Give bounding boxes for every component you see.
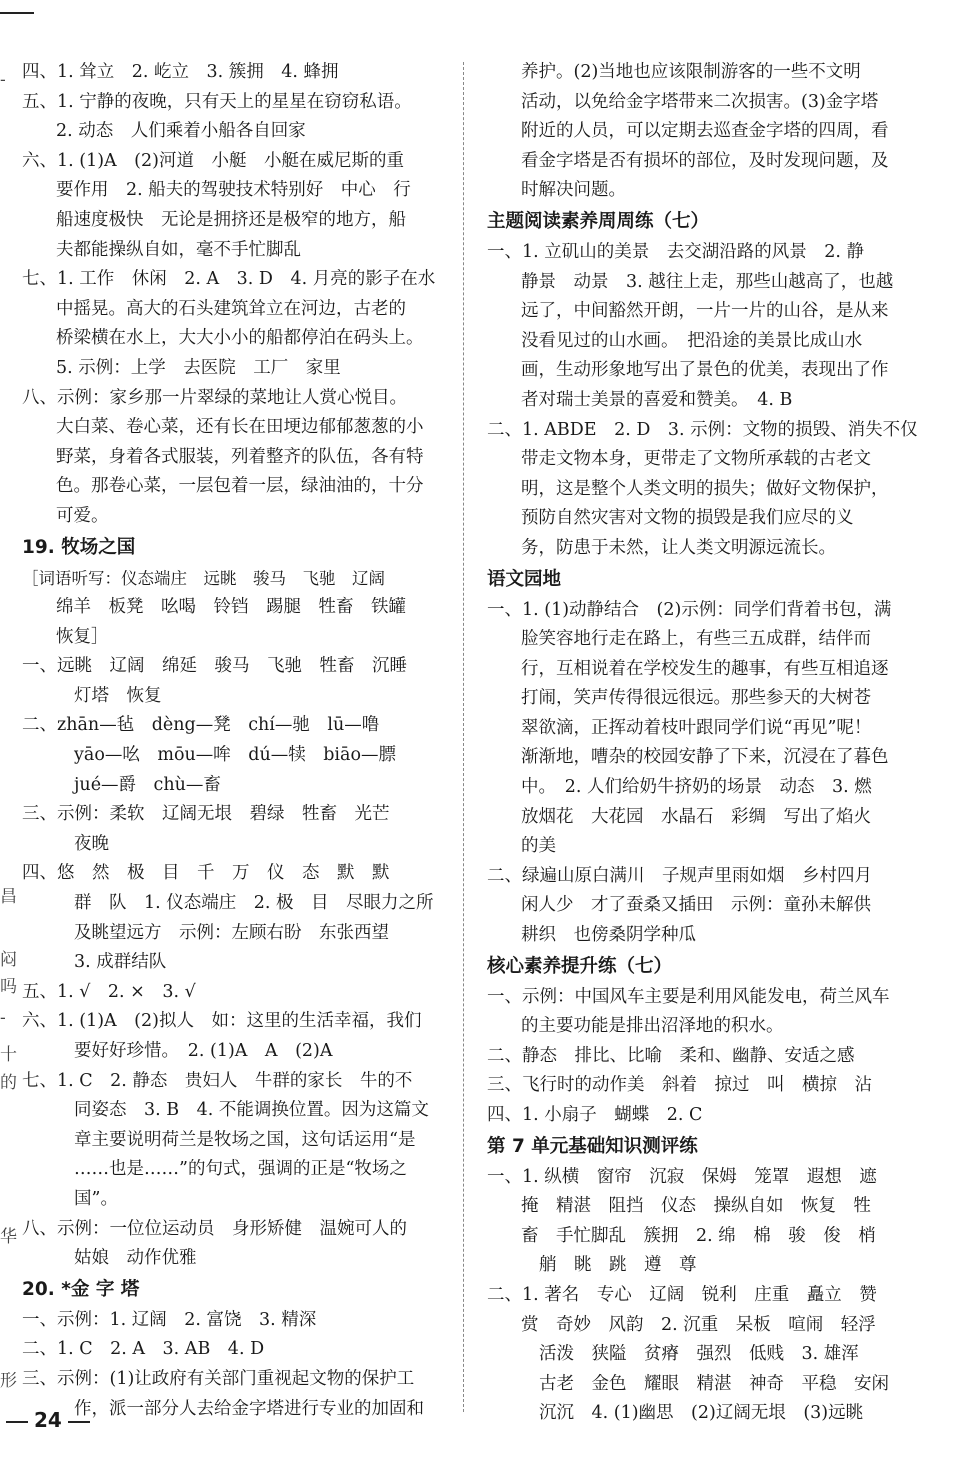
answer-line: 脸笑容地行走在路上，有些三五成群，结伴而 bbox=[521, 629, 871, 650]
answer-line: 桥梁横在水上，大大小小的船都停泊在码头上。 bbox=[56, 328, 424, 349]
page-footer bbox=[0, 1408, 96, 1432]
answer-line: 没看见过的山水画。 把沿途的美景比成山水 bbox=[521, 330, 863, 351]
answer-line: 5. 示例：上学 去医院 工厂 家里 bbox=[56, 357, 341, 378]
answer-line: 沉沉 4. (1)幽思 (2)辽阔无垠 (3)远眺 bbox=[539, 1403, 864, 1424]
answer-line: 预防自然灾害对文物的损毁是我们应尽的义 bbox=[521, 508, 854, 529]
answer-line: 活动，以免给金字塔带来二次损害。(3)金字塔 bbox=[521, 91, 879, 112]
answer-line: 四、1. 耸立 2. 屹立 3. 簇拥 4. 蜂拥 bbox=[22, 62, 339, 82]
section-heading: 19. 牧场之国 bbox=[22, 536, 136, 558]
answer-line: 远了，中间豁然开朗，一片一片的山谷，是从来 bbox=[521, 301, 889, 322]
answer-line: 一、远眺 辽阔 绵延 骏马 飞驰 牲畜 沉睡 bbox=[22, 656, 407, 677]
answer-line: 作，派一部分人去给金字塔进行专业的加固和 bbox=[74, 1398, 424, 1419]
answer-line: 二、1. ABDE 2. D 3. 示例：文物的损毁、消失不仅 bbox=[487, 419, 918, 440]
answer-line: 闲人少 才了蚕桑又插田 示例：童孙未解供 bbox=[521, 895, 871, 916]
edge-fragment: - bbox=[0, 70, 6, 90]
answer-line: 船速度极快 无论是拥挤还是极窄的地方，船 bbox=[56, 209, 406, 230]
answer-line: 古老 金色 耀眼 精湛 神奇 平稳 安闲 bbox=[539, 1373, 889, 1394]
answer-line: 五、1. 宁静的夜晚，只有天上的星星在窃窃私语。 bbox=[22, 91, 412, 112]
answer-line: 六、1. (1)A (2)河道 小艇 小艇在威尼斯的重 bbox=[22, 150, 404, 171]
answer-line: 及眺望远方 示例：左顾右盼 东张西望 bbox=[74, 922, 389, 943]
answer-line: 七、1. C 2. 静态 贵妇人 牛群的家长 牛的不 bbox=[22, 1070, 413, 1091]
section-heading: 语文园地 bbox=[487, 568, 562, 590]
answer-line: 群 队 1. 仪态端庄 2. 极 目 尽眼力之所 bbox=[74, 893, 434, 914]
answer-line: 者对瑞士美景的喜爱和赞美。 4. B bbox=[521, 389, 793, 410]
answer-line: 带走文物本身，更带走了文物所承载的古老文 bbox=[521, 449, 871, 470]
answer-line: 一、1. 立矶山的美景 去交湖沿路的风景 2. 静 bbox=[487, 241, 865, 262]
answer-line: 要作用 2. 船夫的驾驶技术特别好 中心 行 bbox=[56, 180, 411, 201]
answer-line: 3. 成群结队 bbox=[74, 952, 167, 973]
answer-line: 二、zhān—毡 dèng—凳 chí—驰 lū—噜 bbox=[22, 715, 380, 736]
answer-line: 章主要说明荷兰是牧场之国，这句话运用“是 bbox=[74, 1129, 416, 1150]
answer-line: 一、1. 纵横 窗帘 沉寂 保姆 笼罩 遐想 遮 bbox=[487, 1166, 877, 1187]
section-heading: 核心素养提升练（七） bbox=[487, 955, 673, 977]
answer-line: 看金字塔是否有损坏的部位，及时发现问题，及 bbox=[521, 150, 889, 171]
answer-line: 赏 奇妙 风韵 2. 沉重 呆板 喧闹 轻浮 bbox=[521, 1314, 876, 1335]
answer-line: yāo—吆 mōu—哞 dú—犊 biāo—膘 bbox=[74, 745, 396, 766]
right-column bbox=[487, 58, 949, 1429]
answer-line: 艄 眺 跳 遵 尊 bbox=[539, 1255, 697, 1276]
answer-line: 二、静态 排比、比喻 柔和、幽静、安适之感 bbox=[487, 1045, 855, 1066]
answer-line: 活泼 狭隘 贫瘠 强烈 低贱 3. 雄浑 bbox=[539, 1344, 859, 1365]
section-heading: 第 7 单元基础知识测评练 bbox=[487, 1135, 698, 1157]
answer-line: 色。那卷心菜，一层包着一层，绿油油的，十分 bbox=[56, 476, 424, 497]
edge-fragment: - bbox=[0, 1008, 6, 1028]
answer-line: 八、示例：一位位运动员 身形矫健 温婉可人的 bbox=[22, 1218, 407, 1239]
answer-line: 放烟花 大花园 水晶石 彩绸 写出了焰火 bbox=[521, 806, 871, 827]
answer-line: 中摇晃。高大的石头建筑耸立在河边，古老的 bbox=[56, 298, 406, 319]
answer-line: 四、1. 小扇子 蝴蝶 2. C bbox=[487, 1105, 703, 1125]
answer-line: 行，互相说着在学校发生的趣事，有些互相追逐 bbox=[521, 658, 889, 679]
answer-line: 国”。 bbox=[74, 1188, 118, 1209]
answer-line: 姑娘 动作优雅 bbox=[74, 1248, 197, 1269]
answer-line: 时解决问题。 bbox=[521, 180, 626, 201]
footer-dash-left bbox=[6, 1421, 28, 1423]
answer-line: 四、悠 然 极 目 千 万 仪 态 默 默 bbox=[22, 863, 390, 884]
answer-line: 一、1. (1)动静结合 (2)示例：同学们背着书包，满 bbox=[487, 599, 892, 620]
answer-line: 六、1. (1)A (2)拟人 如：这里的生活幸福，我们 bbox=[22, 1011, 422, 1032]
answer-line: 绵羊 板凳 吆喝 铃铛 踢腿 牲畜 铁罐 bbox=[56, 597, 406, 618]
footer-dash-right bbox=[68, 1421, 90, 1423]
answer-line: 要好好珍惜。 2. (1)A A (2)A bbox=[74, 1041, 333, 1061]
answer-line: 掩 精湛 阻挡 仪态 操纵自如 恢复 牲 bbox=[521, 1196, 871, 1217]
answer-line: 一、示例：中国风车主要是利用风能发电，荷兰风车 bbox=[487, 986, 890, 1007]
answer-line: jué—爵 chù—畜 bbox=[74, 774, 221, 795]
answer-line: 八、示例：家乡那一片翠绿的菜地让人赏心悦目。 bbox=[22, 387, 407, 408]
answer-line: 三、飞行时的动作美 斜着 掠过 叫 横掠 沾 bbox=[487, 1075, 872, 1096]
section-heading: 主题阅读素养周周练（七） bbox=[487, 210, 710, 232]
answer-line: 一、示例：1. 辽阔 2. 富饶 3. 精深 bbox=[22, 1309, 317, 1330]
answer-line: 畜 手忙脚乱 簇拥 2. 绵 棉 骏 俊 梢 bbox=[521, 1225, 876, 1246]
edge-fragment: 华 bbox=[0, 1227, 17, 1247]
answer-line: 养护。(2)当地也应该限制游客的一些不文明 bbox=[521, 62, 861, 82]
answer-line: 灯塔 恢复 bbox=[74, 685, 162, 706]
edge-fragment: 形 bbox=[0, 1371, 17, 1391]
answer-line: 三、示例：(1)让政府有关部门重视起文物的保护工 bbox=[22, 1368, 415, 1389]
answer-line: 中。 2. 人们给奶牛挤奶的场景 动态 3. 燃 bbox=[521, 777, 872, 798]
answer-line: 的主要功能是排出沼泽地的积水。 bbox=[521, 1016, 784, 1037]
edge-fragment: 的 bbox=[0, 1073, 17, 1093]
answer-line: 野菜，身着各式服装，列着整齐的队伍，各有特 bbox=[56, 446, 424, 467]
answer-line: 明，这是整个人类文明的损失；做好文物保护， bbox=[521, 478, 889, 499]
answer-line: 打闹，笑声传得很远很远。那些参天的大树苍 bbox=[521, 688, 871, 709]
edge-fragment: 昌 bbox=[0, 887, 17, 907]
left-edge-fragments bbox=[0, 0, 20, 1475]
left-column bbox=[22, 58, 470, 1424]
answer-line: 夫都能操纵自如，毫不手忙脚乱 bbox=[56, 239, 301, 260]
section-heading: 20. *金 字 塔 bbox=[22, 1278, 140, 1300]
answer-line: 可爱。 bbox=[56, 505, 109, 526]
column-divider bbox=[463, 62, 464, 1412]
answer-line: 务，防患于未然，让人类文明源远流长。 bbox=[521, 537, 836, 558]
answer-line: ［词语听写：仪态端庄 远眺 骏马 飞驰 辽阔 bbox=[22, 568, 385, 588]
answer-line: 渐渐地，嘈杂的校园安静了下来，沉浸在了暮色 bbox=[521, 747, 889, 768]
answer-line: 附近的人员，可以定期去巡查金字塔的四周，看 bbox=[521, 121, 889, 142]
answer-line: 静景 动景 3. 越往上走，那些山越高了，也越 bbox=[521, 271, 894, 292]
answer-line: 三、示例：柔软 辽阔无垠 碧绿 牲畜 光芒 bbox=[22, 804, 390, 825]
answer-line: 五、1. √ 2. × 3. √ bbox=[22, 981, 196, 1002]
page-number: 24 bbox=[34, 1408, 62, 1432]
answer-line: 大白菜、卷心菜，还有长在田埂边郁郁葱葱的小 bbox=[56, 417, 424, 438]
edge-fragment: 十 bbox=[0, 1045, 17, 1065]
answer-line: 二、绿遍山原白满川 子规声里雨如烟 乡村四月 bbox=[487, 865, 872, 886]
answer-line: 画，生动形象地写出了景色的优美，表现出了作 bbox=[521, 360, 889, 381]
edge-fragment: 闷 bbox=[0, 950, 17, 970]
answer-line: 同姿态 3. B 4. 不能调换位置。因为这篇文 bbox=[74, 1100, 429, 1121]
answer-line: 二、1. 著名 专心 辽阔 锐利 庄重 矗立 赞 bbox=[487, 1284, 877, 1305]
answer-line: 2. 动态 人们乘着小船各自回家 bbox=[56, 121, 306, 142]
answer-line: 七、1. 工作 休闲 2. A 3. D 4. 月亮的影子在水 bbox=[22, 269, 436, 290]
answer-line: 恢复］ bbox=[56, 626, 109, 647]
answer-line: ……也是……”的句式，强调的正是“牧场之 bbox=[74, 1159, 407, 1180]
answer-line: 夜晚 bbox=[74, 833, 109, 854]
answer-line: 的美 bbox=[521, 836, 556, 857]
edge-fragment: 吗 bbox=[0, 977, 17, 997]
answer-line: 二、1. C 2. A 3. AB 4. D bbox=[22, 1339, 265, 1360]
answer-line: 翠欲滴，正挥动着枝叶跟同学们说“再见”呢！ bbox=[521, 717, 872, 738]
answer-line: 耕织 也傍桑阴学种瓜 bbox=[521, 925, 696, 946]
